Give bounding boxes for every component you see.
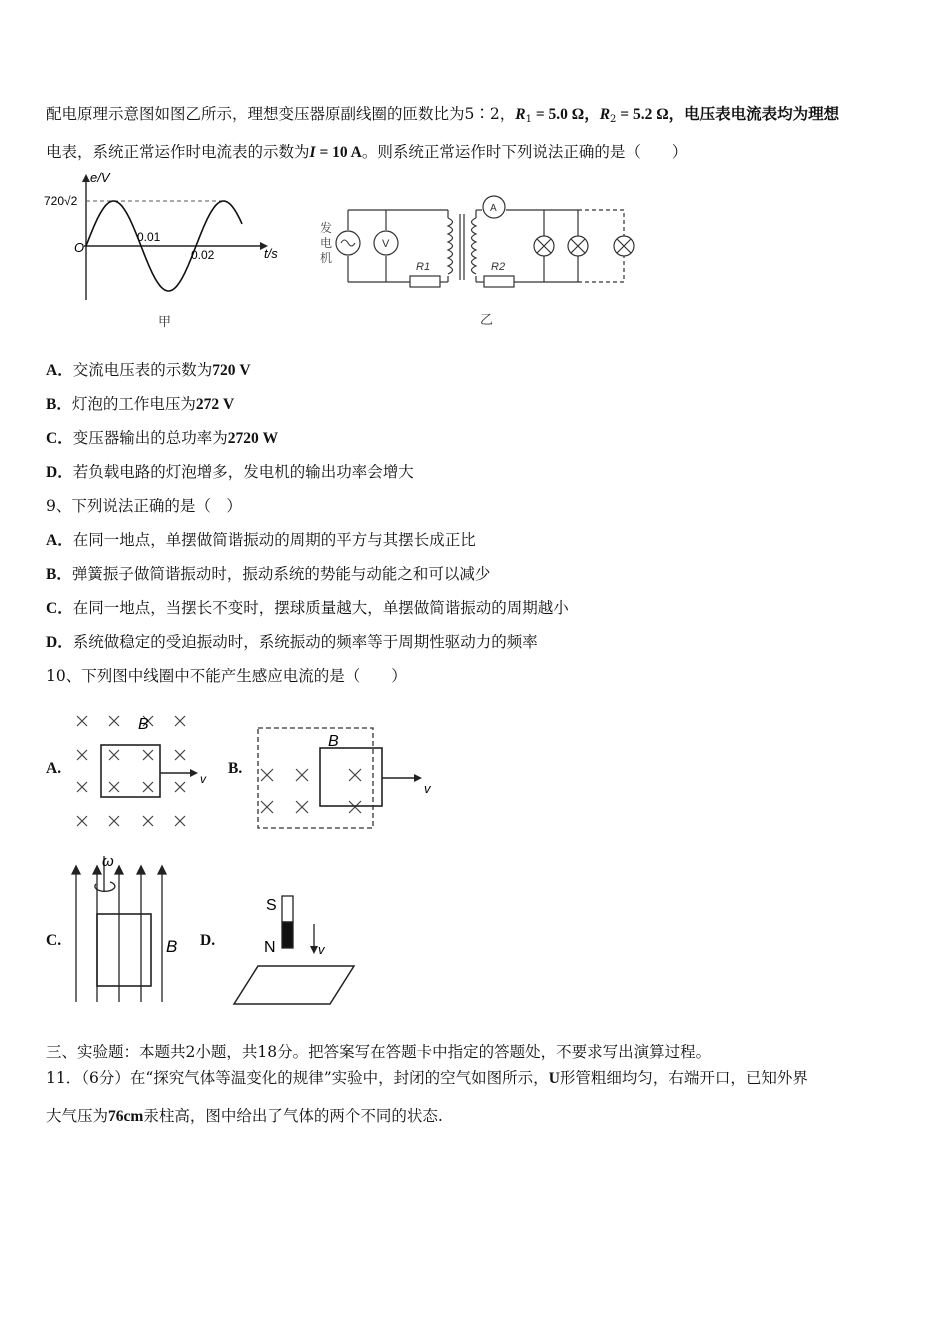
section-3-title: 三、实验题：本题共2小题，共18分。把答案写在答题卡中指定的答题处，不要求写出演算过程。 bbox=[46, 1043, 712, 1061]
q10-label-d: D. bbox=[200, 932, 216, 949]
field-crosses-a bbox=[77, 716, 185, 826]
q10-figure-d bbox=[228, 888, 368, 1010]
tick-label-2: 0.02 bbox=[191, 248, 215, 262]
y-axis-arrow bbox=[82, 174, 90, 182]
secondary-coil bbox=[472, 218, 477, 274]
q10-label-c: C. bbox=[46, 932, 62, 949]
q10-label-a: A. bbox=[46, 760, 62, 777]
ammeter-label: A bbox=[490, 203, 497, 214]
b-label-c: B bbox=[166, 937, 178, 956]
figure-jia-sine-graph bbox=[40, 170, 290, 330]
q11-line1: 11．（6分）在“探究气体等温变化的规律”实验中，封闭的空气如图所示，U形管粗细均匀，右端开口，已知外界 bbox=[46, 1069, 808, 1087]
r2-label: R2 bbox=[491, 261, 506, 273]
tick-label-1: 0.01 bbox=[137, 230, 161, 244]
coil-c bbox=[97, 914, 151, 986]
gen-char-3: 机 bbox=[320, 251, 333, 265]
peak-label: 720√2 bbox=[44, 194, 78, 208]
n-pole-label: N bbox=[264, 939, 276, 956]
generator-tilde bbox=[341, 240, 355, 246]
q9-option-d: D．系统做稳定的受迫振动时，系统振动的频率等于周期性驱动力的频率 bbox=[46, 633, 538, 651]
y-axis-label: e/V bbox=[90, 170, 110, 185]
x-axis-label: t/s bbox=[264, 246, 278, 261]
magnet-n-half bbox=[282, 922, 293, 948]
q10-figure-b bbox=[250, 720, 450, 835]
q8-option-c: C．变压器输出的总功率为2720 W bbox=[46, 429, 279, 447]
origin-label: O bbox=[74, 240, 85, 255]
coil-d bbox=[234, 966, 354, 1004]
v-label-a: v bbox=[200, 772, 206, 786]
q10-figure-c bbox=[66, 852, 196, 1012]
q9-option-c: C．在同一地点，当摆长不变时，摆球质量越大，单摆做简谐振动的周期越小 bbox=[46, 599, 569, 617]
q10-stem: 10、下列图中线圈中不能产生感应电流的是（ ） bbox=[46, 667, 407, 685]
field-region-b bbox=[258, 728, 373, 828]
coil-a bbox=[101, 745, 160, 797]
figure-yi-caption: 乙 bbox=[480, 313, 494, 328]
q9-option-a: A．在同一地点，单摆做简谐振动的周期的平方与其摆长成正比 bbox=[46, 531, 476, 549]
primary-coil bbox=[448, 218, 453, 274]
q11-line2: 大气压为76cm汞柱高，图中给出了气体的两个不同的状态. bbox=[46, 1107, 443, 1125]
b-label-b: B bbox=[328, 733, 339, 750]
q8-stem-line1: 配电原理示意图如图乙所示，理想变压器原副线圈的匝数比为5∶2，$R_1 = 5.0$ Ω，$R_2 = 5.2$ Ω，电压表电流表均为理想 bbox=[46, 105, 840, 125]
q9-option-b: B．弹簧振子做简谐振动时，振动系统的势能与动能之和可以减少 bbox=[46, 565, 491, 583]
q8-stem-line2: 电表，系统正常运作时电流表的示数为I = 10 A。则系统正常运作时下列说法正确的是（ ） bbox=[46, 143, 688, 161]
q8-option-b: B．灯泡的工作电压为272 V bbox=[46, 395, 235, 413]
r1-label: R1 bbox=[416, 261, 431, 273]
figure-yi-circuit bbox=[318, 190, 648, 300]
resistor-r1 bbox=[410, 276, 440, 287]
figure-jia-caption: 甲 bbox=[158, 315, 172, 330]
magnet-s-half bbox=[282, 896, 293, 922]
gen-char-1: 发 bbox=[320, 221, 333, 235]
dashed-extension-top bbox=[578, 210, 624, 236]
q8-option-a: A．交流电压表的示数为720 V bbox=[46, 361, 251, 379]
q10-label-b: B. bbox=[228, 760, 243, 777]
v-label-d: v bbox=[318, 942, 325, 957]
q8-option-d: D．若负载电路的灯泡增多，发电机的输出功率会增大 bbox=[46, 463, 414, 481]
b-label-a: B bbox=[138, 716, 149, 733]
voltmeter-label: V bbox=[382, 238, 390, 250]
dashed-extension-bottom bbox=[578, 256, 624, 282]
rotation-arrow bbox=[95, 882, 115, 891]
v-label-b: v bbox=[424, 781, 431, 796]
q9-stem: 9、下列说法正确的是（ ） bbox=[46, 497, 242, 515]
gen-char-2: 电 bbox=[320, 236, 333, 250]
resistor-r2 bbox=[484, 276, 514, 287]
q10-figure-a bbox=[66, 705, 216, 835]
s-pole-label: S bbox=[266, 897, 277, 914]
omega-label: ω bbox=[102, 853, 114, 870]
